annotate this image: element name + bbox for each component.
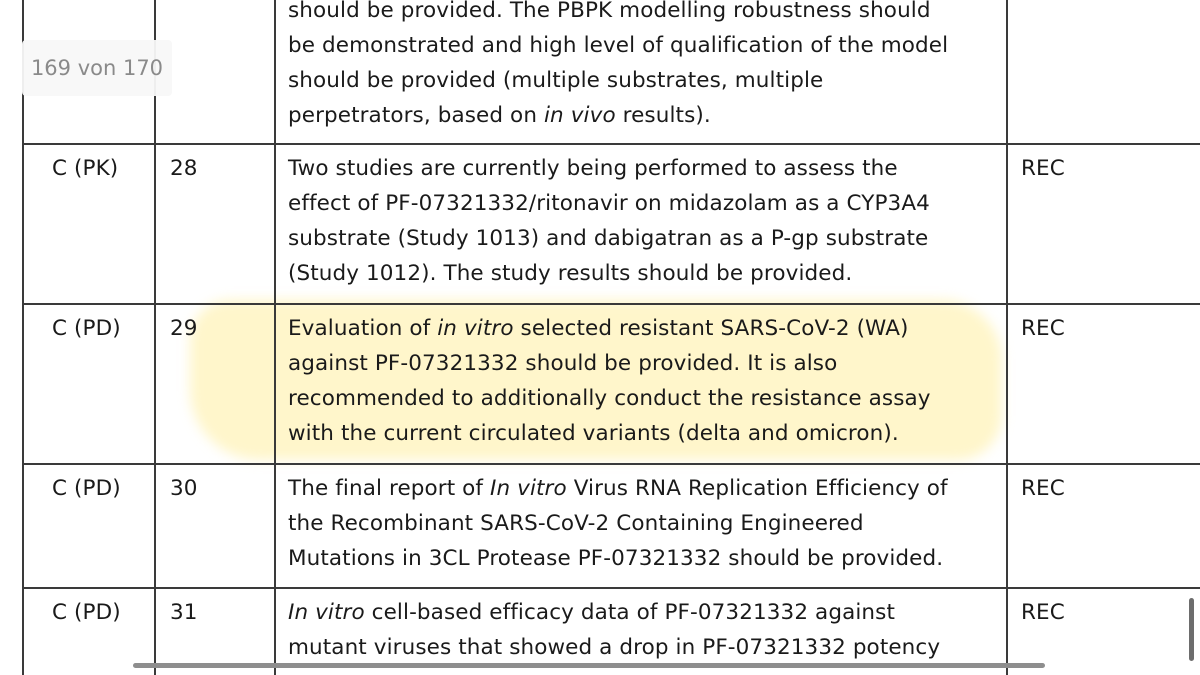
text-line: In vitro cell-based efficacy data of PF-07321332 against: [288, 600, 895, 625]
table-cell-area: C (PD): [52, 476, 121, 501]
text-line: effect of PF-07321332/ritonavir on midazolam as a CYP3A4: [288, 191, 930, 216]
table-cell-text: [288, 595, 940, 665]
text-line: be demonstrated and high level of qualification of the model: [288, 33, 949, 58]
row-divider: [22, 587, 1200, 589]
text-line: Evaluation of in vitro selected resistant SARS-CoV-2 (WA): [288, 316, 909, 341]
text-line: should be provided (multiple substrates, multiple: [288, 68, 824, 93]
text-line: should be provided. The PBPK modelling robustness should: [288, 0, 931, 23]
text-line: mutant viruses that showed a drop in PF-07321332 potency: [288, 635, 941, 660]
text-line: Two studies are currently being performed to assess the: [288, 156, 898, 181]
text-line: Mutations in 3CL Protease PF-07321332 should be provided.: [288, 546, 944, 571]
table-cell-area: C (PD): [52, 600, 121, 625]
table-cell-text: [288, 311, 931, 451]
text-line: (Study 1012). The study results should be provided.: [288, 261, 853, 286]
table-cell-status: REC: [1021, 600, 1065, 625]
text-line: perpetrators, based on in vivo results).: [288, 103, 711, 128]
table-cell-status: REC: [1021, 156, 1065, 181]
row-divider: [22, 463, 1200, 465]
page-indicator: 169 von 170: [22, 40, 172, 96]
column-divider-status: [1006, 0, 1008, 675]
table-cell-text: [288, 471, 948, 576]
column-divider-text: [274, 0, 276, 675]
table-cell-number: 29: [170, 316, 198, 341]
table-cell-status: REC: [1021, 316, 1065, 341]
table-cell-number: 31: [170, 600, 198, 625]
text-line: against PF-07321332 should be provided. It is also: [288, 351, 838, 376]
horizontal-scrollbar[interactable]: [133, 663, 1045, 668]
text-line: recommended to additionally conduct the resistance assay: [288, 386, 931, 411]
row-divider: [22, 303, 1200, 305]
table-cell-text: [288, 151, 930, 291]
table-cell-number: 28: [170, 156, 198, 181]
table-cell-area: C (PD): [52, 316, 121, 341]
table-cell-area: C (PK): [52, 156, 119, 181]
column-divider-number: [154, 0, 156, 675]
text-line: the Recombinant SARS-CoV-2 Containing Engineered: [288, 511, 864, 536]
vertical-scrollbar[interactable]: [1189, 598, 1194, 661]
text-line: substrate (Study 1013) and dabigatran as a P-gp substrate: [288, 226, 929, 251]
text-line: The final report of In vitro Virus RNA Replication Efficiency of: [288, 476, 948, 501]
row-divider: [22, 143, 1200, 145]
table-cell-status: REC: [1021, 476, 1065, 501]
text-line: with the current circulated variants (delta and omicron).: [288, 421, 899, 446]
table-cell-number: 30: [170, 476, 198, 501]
table-border-left: [22, 0, 24, 675]
table-cell-text: [288, 0, 948, 133]
